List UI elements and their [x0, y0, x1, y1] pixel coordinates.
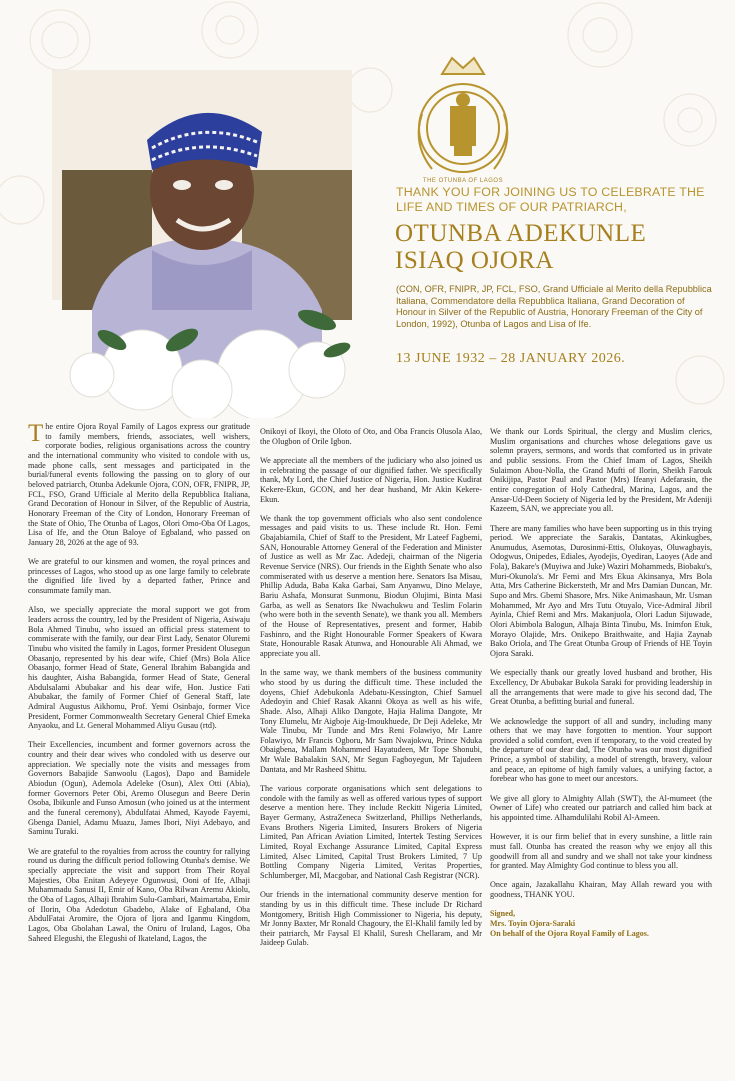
signature-block — [490, 909, 712, 938]
paragraph-text: he entire Ojora Royal Family of Lagos express our gratitude to family members, friends, associates, well wishers, corporate bodies, religious organisations across the country and the international community who visited to condole with us, made phone calls, sent messages and participated in the burial/funeral events following the passing on to glory of our beloved patriarch, Otunba Adekunle Ojora, CON, OFR, FNIPR, JP, FCL, FSO, Grand Ufficiale al Merito della Repubblica Italiana, Grand Decoration of Honour in Silver, of the Republic of Austria, Honorary Freeman of the City of London, Honorary Freeman of the State of Ohio, The Otunba of Lagos, Olori Omo-Oba Of Lagos, Lisa of Ife, and the Otun Baloye of Egbaland, who passed on January 28, 2026 at the age of 93. — [28, 422, 250, 547]
thank-you-heading: THANK YOU FOR JOINING US TO CELEBRATE THE LIFE AND TIMES OF OUR PATRIARCH, — [396, 185, 705, 214]
paragraph: We appreciate all the members of the judiciary who also joined us in celebrating the passage of our dignified father. We specifically thank, My Lord, the Chief Justice of Nigeria, Hon. Justice Kudirat Kekere-Ekun, GCON, and her dear husband, Mr Akin Kekere-Ekun. — [260, 455, 482, 504]
paragraph: We thank the top government officials who also sent condolence messages and paid visits to us. These include Rt. Hon. Femi Gbajabiamila, Chief of Staff to the President, Mr Lateef Fagbemi, SAN, Honourable Attorney General of the Federation and Minister of Justice as well as Mr Zac. Adedeji, chairman of the Nigeria Revenue Service (NRS). Our friends in the Eighth Senate who also commiserated with us deserve a mention here. Senators Isa Misau, Phillip Aduda, Baba Kaka Garbai, Sam Anyanwu, Dino Melaye, Bariu Ashafa, Monsurat Sunmonu, Biodun Olujimi, Binta Masi Garba, as well as Senators Ike Nwachukwu and Teslim Folarin (who were both in the seventh Senate), we thank you all. Members of the House of Representatives, present and former, Habib Fashinro, and the Right Honourable Former Speakers of Kwara State, Honourable Rasak Atunwa, and Honourable Ali Ahmad, we appreciate you all. — [260, 513, 482, 658]
paragraph: Our friends in the international community deserve mention for standing by us in this difficult time. These include Dr Richard Montgomery, British High Commissioner to Nigeria, his deputy, Mr Jonny Baxter, Mr Ronald Chagoury, the El-Khalil family led by their patriarch, Mr Faysal El Khalil, Suresh Chellaram, and Mr Jaideep Gulab. — [260, 890, 482, 948]
royal-crest-logo — [402, 44, 524, 190]
paragraph: Onikoyi of Ikoyi, the Oloto of Oto, and Oba Francis Olusola Alao, the Olugbon of Orile Igbon. — [260, 427, 482, 446]
column-3 — [490, 427, 712, 938]
paragraph: However, it is our firm belief that in every sunshine, a little rain must fall. Otunba has created the reason why we enjoy all this goodwill from all and sundry and we shall not take your kindness for granted. May Almighty God continue to bless you all. — [490, 832, 712, 871]
paragraph: We are grateful to our kinsmen and women, the royal princes and princesses of Lagos, who stood up as one large family to celebrate the dignified life lived by a departed father, Prince and consummate family man. — [28, 557, 250, 596]
paragraph: The various corporate organisations which sent delegations to condole with the family as well as offered various types of support deserve a mention here. They include Reckitt Nigeria Limited, Bayer Germany, AstraZeneca Switzerland, Phillips Netherlands, Evans Brothers Nigeria Limited, Insurers Brokers of Nigeria Limited, Pan African Aviation Limited, Intertek Testing Services Limited, Royal Exchange Assurance Limited, Capital Express Limited, Alsec Limited, Capital Trust Brokers Limited, 7 Up Bottling Company Nigeria Limited, Veritas Properties, Schlumberger, MI, Macgobar, and National Cash Registrar (NCR). — [260, 784, 482, 880]
signed-label: Signed, — [490, 909, 516, 919]
portrait-photo — [52, 70, 352, 418]
drop-cap: T — [28, 420, 44, 447]
paragraph: We thank our Lords Spiritual, the clergy and Muslim clerics, Muslim organisations and churches whose delegations gave us solemn prayers, sermons, and words that comforted us in private and public sessions. From the Chief Imam of Lagos, Sheikh Sulaimon Abou-Nolla, the Grand Mufti of Ilorin, Sheikh Farouk Onikijipa, Pastor Paul and Pastor (Mrs) Ifeanyi Adefarasin, the entire congregation of Holy Cathedral, Marina, Lagos, and the Ansar-Ud-Deen Society of Nigeria led by the President, Mr Adeniji Kazeem, SAN, we appreciate you all. — [490, 427, 712, 514]
patriarch-titles: (CON, OFR, FNIPR, JP, FCL, FSO, Grand Ufficiale al Merito della Repubblica Italiana, Commendatore della Repubblica Italiana, Grand Decoration of Honour in Silver of the Republic of Austria, Honorary Freeman of the City of London, 1992), Otunba of Lagos and Lisa of Ife. — [396, 284, 712, 329]
crest-caption: THE OTUNBA OF LAGOS — [422, 178, 504, 184]
paragraph: We acknowledge the support of all and sundry, including many others that we may have forgotten to mention. Your support provided a solid comfort, even if temporary, to the void created by the departure of our dear dad, The Otunba was our most dignified Prince, a symbol of stability, a model of strength, bravery, valour and peace, an epitome of high family values, a unifying factor, a forebear who has gone to meet our ancestors. — [490, 716, 712, 784]
paragraph: Their Excellencies, incumbent and former governors across the country and their dear wives who condoled with us deserve our appreciation. We specially note the visits and messages from Governors Babajide Sanwoolu (Lagos), Dapo and Bamidele Abiodun (Ogun), Ademola Adeleke (Osun), Alex Otti (Abia), former Governors Peter Obi, Aremo Olusegun and Beere Derin Osoba, Ibikunle and Funso Amosun (who joined us at the interment and the funeral ceremony), Abdulfatai Ahmed, Kayode Fayemi, Gbenga Daniel, Adamu Muazu, James Ibori, Niyi Adebayo, and Saminu Turaki. — [28, 740, 250, 837]
signatory-name: Mrs. Toyin Ojora-Saraki — [490, 918, 576, 928]
column-1 — [28, 422, 250, 953]
life-dates: 13 JUNE 1932 – 28 JANUARY 2026. — [396, 351, 626, 366]
on-behalf-line: On behalf of the Ojora Royal Family of Lagos. — [490, 928, 649, 938]
paragraph — [28, 422, 250, 548]
paragraph: We are grateful to the royalties from across the country for rallying round us during the difficult period following Otunba's demise. We specially appreciate the visit and support from Their Royal Majesties, Oba Enitan Adeyeye Ogunwusi, Ooni of Ife, Alhaji Muhammadu Sanusi II, Emir of Kano, Oba Rilwan Aremu Akiolu, the Oba of Lagos, Alhaji Ibrahim Sulu-Gambari, Maimartaba, Emir of Ilorin, Oba Adedotun Gbadebo, Alake of Egbaland, Oba AbdulFatai Aromire, the Ojora of Ijora and Iganmu Kingdom, Lagos, Oba Gbolahan Lawal, the Oniru of Iruland, Lagos, Oba Saheed Elegushi, the Elegushi of Ikateland, Lagos, the — [28, 846, 250, 943]
paragraph: Also, we specially appreciate the moral support we got from leaders across the country, led by the President of Nigeria, Asiwaju Bola Ahmed Tinubu, who issued an official press statement to commiserate with the family, our dear First Lady, Senator Oluremi Tinubu who visited the family in Lagos, former President Olusegun Obasanjo, represented by his dear wife, Chief (Mrs) Bola Alice Obasanjo, former Head of State, General Ibrahim Babangida and his daughter, Aisha Babangida, former Head of State, General Abdulsalami Abubakar and his dear wife, Hon. Justice Fati Abubakar, the family of Former Chief of General Staff, late Admiral Augustus Aikhomu, Prof. Yemi Osinbajo, former Vice President, Former Commonwealth Secretary General Chief Emeka Anyaoku, and Lt. General Mohammed Aliyu Gusau (rtd). — [28, 605, 250, 731]
paragraph: In the same way, we thank members of the business community who stood by us during the difficult time. These included the doyens, Chief Adebukonla Adebatu-Kessington, Chief Samuel Adedoyin and Chief Rasak Akanni Okoya as well as his wife, Shade. Also, Alhaji Aliko Dangote, Hajia Halima Dangote, Mr Tony Elumelu, Mr Aigboje Aig-Imoukhuede, Dr Deji Adeleke, Mr Wale Tinubu, Mr Tunde and Mrs Reni Folawiyo, Mr Lanre Folawiyo, Mr Francis Ogboru, Mr Sam Nwajokwu, Prince Nduka Obaigbena, Mallam Mohammed Hayatudeen, Mr Tope Shonubi, Mr Wale Babalakin SAN, Mr Segun Fagboyegun, Mr Tajudeen Dantata, and Mr Rasheed Shittu. — [260, 668, 482, 774]
paragraph: We give all glory to Almighty Allah (SWT), the Al-mumeet (the Owner of Life) who created our patriarch and called him back at his appointed time. Alhamdulilahi Robil Al-Ameen. — [490, 793, 712, 822]
column-2 — [260, 427, 482, 958]
paragraph: We especially thank our greatly loved husband and brother, His Excellency, Dr Abubakar Bukola Saraki for providing leadership in all the arrangements that were made to give his second dad, The Great Otunba, a befitting burial and funeral. — [490, 668, 712, 707]
paragraph: There are many families who have been supporting us in this trying period. We appreciate the Sarakis, Dantatas, Akinkugbes, Anumudus, Asemotas, Durosinmi-Ettis, Olukoyas, Oluwagbayis, Odogwus, Onipedes, Ediales, Ayodejis, Oyediran, Laoyes (Ade and Fola), Bakare's (Muyiwa and Juke) Waziri Mohammeds, Biobaku's, Muri-Okunola's. Mr Femi and Mrs Ekua Akinsanya, Mrs Bola Atta, Mrs Catherine Bickersteth, Mr and Mrs Damian Duncan, Mr. Supo and Mrs. Gbemi Shasore, Mrs. Nike Animashaun, Mr. Usman Mohammed, Mr Ayo and Mrs Tutu Otuyalo, Vice-Admiral Jibril Ayinla, Chief Remi and Mrs. Makanjuola, Olori Ladun Sijuwade, Olori Abimbola Balogun, Alhaja Binta Tinubu, Ms. Inimfon Etuk, Morayo Olajide, Mrs. Onikepo Braithwaite, and Hajia Zaynab Bako Oriola, and The Great Otunba Group of Friends of HE Toyin Ojora Saraki. — [490, 523, 712, 659]
paragraph: Once again, Jazakallahu Khairan, May Allah reward you with goodness, THANK YOU. — [490, 880, 712, 900]
patriarch-name: OTUNBA ADEKUNLE ISIAQ OJORA — [395, 220, 647, 274]
